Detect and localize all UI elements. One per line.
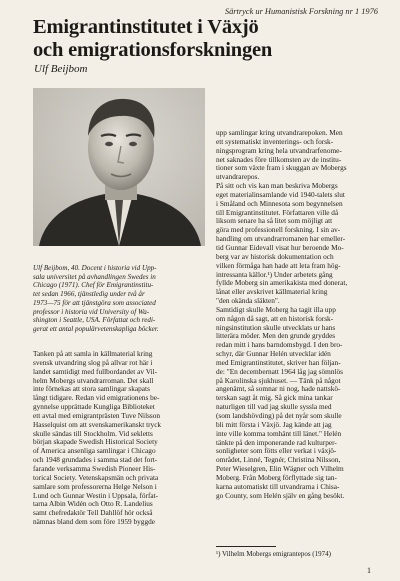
body-line: (som landshövding) på det nyår som skulle	[216, 411, 342, 420]
running-head: Särtryck ur Humanistisk Forskning nr 1 1976	[224, 7, 378, 16]
body-line: med Emigrantinstitutet, skriver han följan-	[216, 357, 341, 367]
author-portrait-photo	[33, 88, 205, 246]
body-line: ett systematiskt inventerings- och forsk-	[216, 136, 334, 146]
body-line: skulle sändas till Stockholm. Vid sekletts	[33, 428, 153, 438]
caption-line: Chicago (1971). Chef för Emigrantinstitu-	[33, 281, 154, 290]
body-line: tarna Albin Widén och Otto R. Landelius	[33, 499, 153, 509]
body-line: svensk utvandring slog på allvar rot här i	[33, 357, 153, 367]
body-line: ningsprogram kring hela utvandrarfenome-	[216, 145, 342, 155]
body-line: eget materialinsamlande vid 1940-talets slut	[216, 189, 345, 199]
body-line: "den okända släkten".	[216, 296, 280, 306]
body-line: fyllde Moberg sin amerikakista med donerat,	[216, 278, 348, 288]
body-line: berg var av historisk dokumentation och	[216, 251, 334, 261]
body-line: go County, som Helén själv en gång besökt.	[216, 490, 345, 500]
body-line: tänkte på den imponerande rad kulturper-	[216, 437, 337, 447]
photo-caption	[33, 264, 203, 334]
body-line: de: "En decembernatt 1964 låg jag sömnlös	[216, 366, 343, 376]
body-line: handling om utvandrarromanen har emeller-	[216, 234, 346, 244]
body-line: Samtidigt skulle Moberg ha tagit illa upp	[216, 304, 336, 314]
body-line: intressanta källor.¹) Under arbetets gång	[216, 269, 333, 279]
body-line: vilken förmåga han hade att leta fram hög-	[216, 260, 341, 270]
body-line: i Småland och Minnesota som begynnelsen	[216, 198, 343, 208]
caption-line: tet sedan 1966, tjänstledig under två år	[33, 290, 145, 299]
body-line: området, Linné, Tegnér, Christina Nilsson,	[216, 455, 341, 465]
body-line: Hasselquist om att svenskamerikanskt tryck	[33, 419, 162, 429]
body-line: sonligheter som fötts eller verkat i växjö-	[216, 446, 337, 456]
author-name: Ulf Beijbom	[34, 63, 88, 75]
body-column-right	[216, 129, 374, 500]
body-line: bli mitt första i Växjö. Jag kände att jag	[216, 419, 332, 429]
body-line: På sitt och vis kan man beskriva Mobergs	[216, 181, 338, 191]
article-title	[33, 16, 383, 61]
body-line: litterära möder. Men den grunde gryddes	[216, 331, 336, 341]
body-line: samlare som professorerna Helge Nelson i	[33, 481, 157, 491]
body-line: ett avtal med emigrantprästen Tuve Nilsson	[33, 410, 161, 420]
body-line: Tanken på att samla in källmaterial kring	[33, 349, 153, 358]
title-line: Emigrantinstitutet i Växjö	[33, 16, 259, 38]
title-line: och emigrationsforskningen	[33, 38, 273, 61]
body-line: landet samtidigt med fullbordandet av Vil-	[33, 366, 158, 376]
body-line: lånat eller avskrivet källmaterial kring	[216, 287, 328, 297]
body-line: om någon då sagt, att en historisk forsk-	[216, 313, 334, 323]
body-line: terskan sagt åt mig. Så gick mina tankar	[216, 393, 333, 403]
body-line: liksom senare ha så litet som möjligt att	[216, 216, 333, 226]
body-line: inte förnekas att stora samlingar skapats	[33, 384, 150, 394]
body-line: karna automatiskt till utvandrarna i Chisa-	[216, 481, 340, 491]
body-line: net saknades före tillkomsten av de institu-	[216, 154, 342, 164]
caption-line: Ulf Beijbom, 40. Docent i historia vid Upp-	[33, 264, 157, 272]
body-line: början skapade Swedish Historical Society	[33, 437, 158, 447]
body-line: och 1948 grundades i samma stad det fort-	[33, 455, 158, 465]
body-line: långt tidigare. Redan vid emigrationens be-	[33, 393, 160, 403]
body-column-left	[33, 350, 203, 527]
caption-line: sala universitet på avhandlingen Swedes in	[33, 272, 156, 281]
body-line: på Karolinska sjukhuset. — Tänk på något	[216, 375, 341, 385]
caption-line: professor i historia vid University of Wa-	[33, 307, 150, 316]
body-line: utvandrarepos.	[216, 172, 260, 182]
body-line: Peter Wieselgren, Elin Wägner och Vilhelm	[216, 464, 344, 474]
body-line: Moberg. Från Moberg förflyttade sig tan-	[216, 472, 337, 482]
body-line: till Emigrantinstitutet. Författaren ville då	[216, 207, 339, 217]
body-line: göra med professionell forskning. I sin av-	[216, 225, 341, 235]
footnote-divider	[216, 546, 276, 547]
body-line: inte ville komma tomhänt till länet." Helén	[216, 428, 342, 438]
body-line: Lund och Gunnar Westin i Uppsala, förfat-	[33, 490, 159, 500]
page-number: 1	[367, 566, 371, 575]
body-line: naturligen till vad jag skulle syssla med	[216, 402, 332, 412]
body-line: tioner som växte fram i skuggan av Mobergs	[216, 163, 347, 173]
caption-line: 1973—75 för att tjänstgöra som associated	[33, 298, 156, 307]
body-line: gynnelse upprättade Kungliga Biblioteket	[33, 402, 155, 412]
body-line: helm Mobergs utvandrarroman. Det skall	[33, 375, 154, 385]
body-line: ningsinstitution skulle utvecklats ur hans	[216, 322, 336, 332]
body-line: of America ansenliga samlingar i Chicago	[33, 446, 156, 456]
body-line: redan mitt i hans barndomsbygd. I den bro-	[216, 340, 343, 350]
body-line: upp samlingar kring utvandrarepoken. Men	[216, 128, 343, 137]
body-line: samt chefredaktör Tell Dahllöf hör också	[33, 508, 153, 518]
body-line: torical Society. Vetenskapsmän och privata	[33, 472, 159, 482]
body-line: farande verksamma Swedish Pioneer His-	[33, 463, 156, 473]
caption-line: shington i Seattle, USA. Författat och redi-	[33, 316, 156, 325]
body-line: tid Gunnar Eidevall visat hur beroende Mo-	[216, 242, 344, 252]
caption-line: gerat ett antal populärvetenskapliga böcker.	[33, 324, 159, 333]
body-line: nämnas bland dem som före 1959 byggde	[33, 517, 155, 527]
footnote: ¹) Vilhelm Mobergs emigrantepos (1974)	[216, 550, 331, 558]
body-line: angenämt, så somnar ni nog, hade nattskö-	[216, 384, 341, 394]
body-line: schyr, där Gunnar Helén utvecklar idén	[216, 349, 331, 359]
